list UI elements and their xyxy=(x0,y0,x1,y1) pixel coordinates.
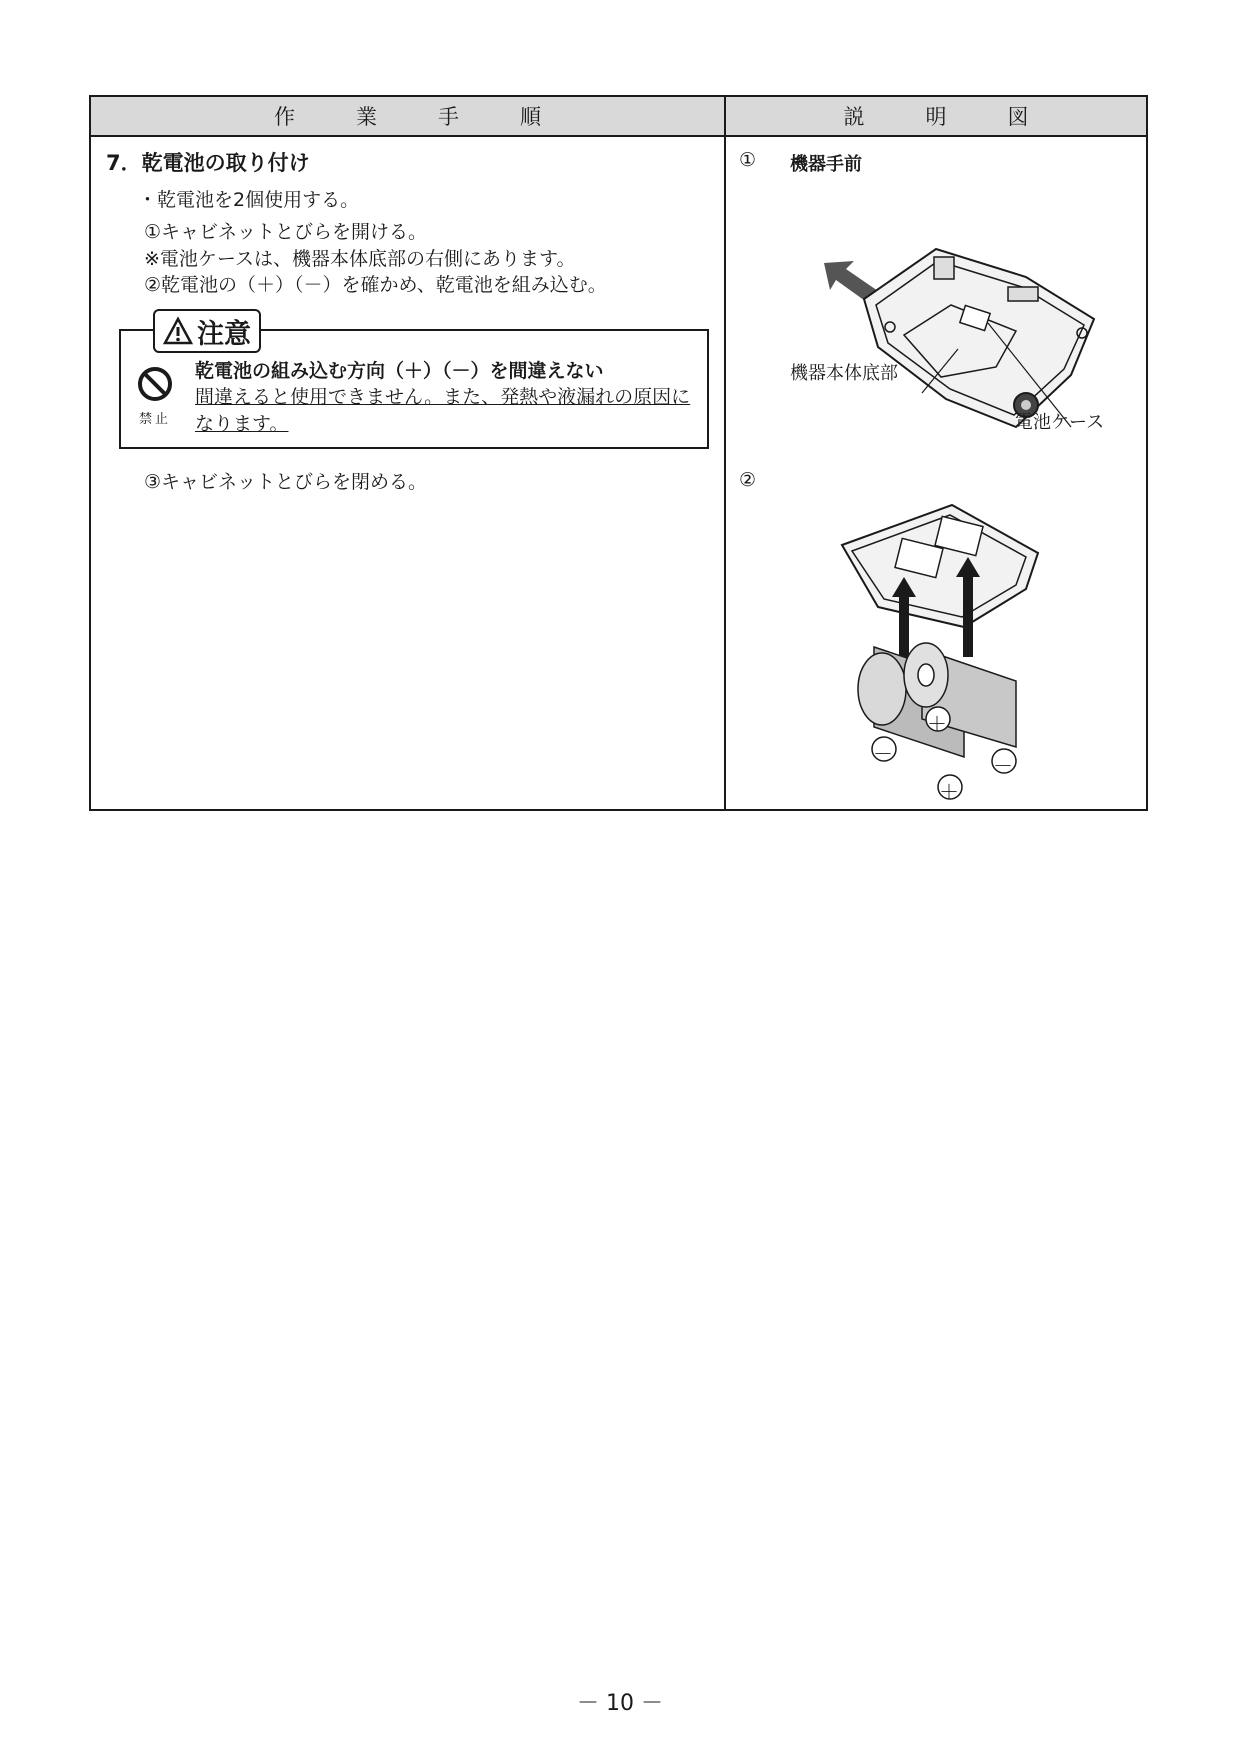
prohibit-mark xyxy=(137,366,173,427)
minus-sign: － xyxy=(993,754,1013,778)
warning-triangle-icon xyxy=(163,317,193,345)
header-char: 手 xyxy=(438,105,459,129)
header-char: 明 xyxy=(925,105,947,129)
caution-body: 間違えると使用できません。また、発熱や液漏れの原因になります。 xyxy=(195,386,691,435)
header-char: 作 xyxy=(274,105,295,129)
page-number: － 10 － xyxy=(577,1691,663,1716)
label-device-bottom: 機器本体底部 xyxy=(790,363,898,384)
battery-insertion-illustration xyxy=(726,457,1146,787)
header-char: 業 xyxy=(356,105,377,129)
plus-sign: ＋ xyxy=(939,780,959,804)
header-char: 図 xyxy=(1007,105,1029,129)
header-procedure xyxy=(91,97,724,137)
plus-sign: ＋ xyxy=(927,712,947,736)
prohibit-label: 禁止 xyxy=(138,412,171,427)
step-line: ②乾電池の（＋）（－）を確かめ、乾電池を組み込む。 xyxy=(144,274,607,296)
caution-heading: 乾電池の組み込む方向（＋）（－）を間違えない xyxy=(195,360,604,382)
figure-title: 機器手前 xyxy=(790,154,862,175)
caution-box xyxy=(119,318,709,449)
step-line: ③キャビネットとびらを閉める。 xyxy=(144,471,428,493)
figure-number: ② xyxy=(739,469,757,491)
header-illustration xyxy=(726,97,1146,137)
figure-number: ① xyxy=(739,149,757,171)
step-line: ※電池ケースは、機器本体底部の右側にあります。 xyxy=(144,248,576,270)
caution-tag xyxy=(153,309,261,353)
step-line: ・乾電池を2個使用する。 xyxy=(138,189,360,211)
step-line: ①キャビネットとびらを開ける。 xyxy=(144,221,428,243)
instruction-table xyxy=(89,95,1148,811)
minus-sign: － xyxy=(873,742,893,766)
caution-tag-label: 注意 xyxy=(197,318,251,350)
section-title: 7．乾電池の取り付け xyxy=(106,151,310,175)
header-char: 説 xyxy=(843,105,865,129)
device-bottom-illustration xyxy=(726,137,1146,437)
header-char: 順 xyxy=(520,105,541,129)
label-battery-case: 電池ケース xyxy=(1015,412,1105,433)
prohibit-icon xyxy=(137,366,173,402)
